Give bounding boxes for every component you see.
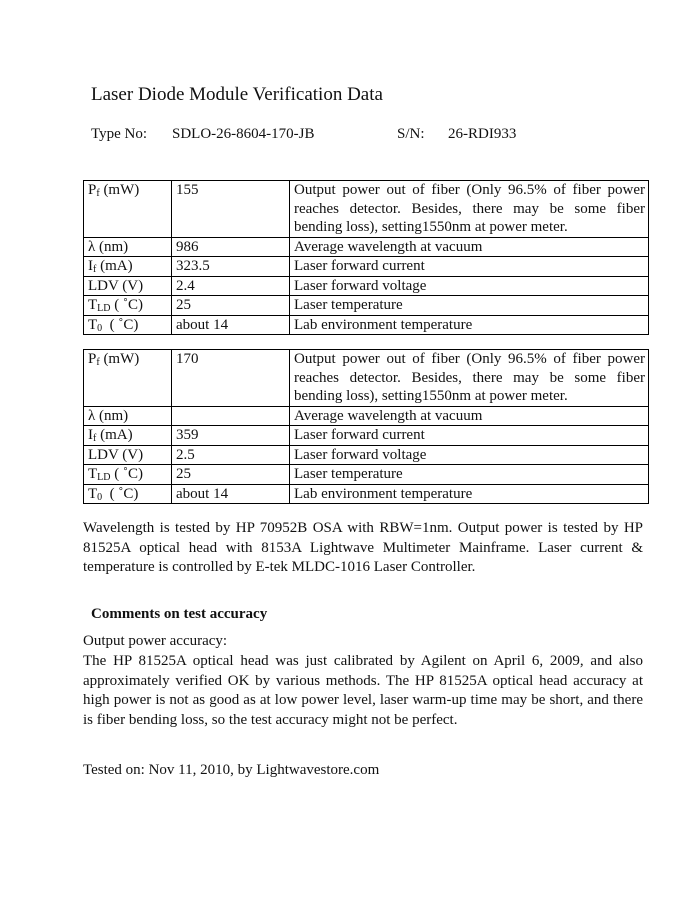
table-row (84, 484, 649, 504)
parameter-unit: (mA) (96, 427, 133, 443)
parameter-subscript: f (93, 264, 97, 275)
description-cell: Output power out of fiber (Only 96.5% of fiber power reaches detector. Besides, there may be some fiber bending loss), setting1550nm at power meter. (290, 350, 649, 407)
parameter-unit: (mA) (96, 258, 133, 274)
parameter-cell (84, 445, 172, 465)
description-cell: Output power out of fiber (Only 96.5% of fiber power reaches detector. Besides, there may be some fiber bending loss), setting1550nm at power meter. (290, 181, 649, 238)
description-cell: Laser forward voltage (290, 276, 649, 296)
parameter-cell (84, 257, 172, 277)
parameter-unit: (mW) (99, 351, 140, 367)
description-cell: Lab environment temperature (290, 315, 649, 335)
serial-label: S/N: (397, 126, 425, 142)
parameter-subscript: LD (97, 303, 111, 314)
parameter-cell (84, 181, 172, 238)
parameter-cell (84, 296, 172, 316)
table-row (84, 426, 649, 446)
parameter-symbol: I (88, 427, 93, 443)
value-cell: 170 (172, 350, 290, 407)
parameter-symbol: λ (nm) (88, 238, 129, 255)
table-row (84, 350, 649, 407)
test-setup-paragraph: Wavelength is tested by HP 70952B OSA with RBW=1nm. Output power is tested by HP 81525A optical head with 8153A Lightwave Multimeter Mainframe. Laser current & temperature is controlled by E-tek MLDC-1016 Laser Controller. (83, 520, 643, 575)
description-cell: Laser forward voltage (290, 445, 649, 465)
parameter-symbol: T (88, 466, 98, 482)
serial-value: 26-RDI933 (448, 126, 517, 142)
parameter-cell (84, 350, 172, 407)
spec-table-1 (83, 180, 649, 335)
parameter-cell (84, 406, 172, 426)
table-row (84, 465, 649, 485)
description-cell: Laser forward current (290, 257, 649, 277)
table-row (84, 445, 649, 465)
parameter-unit: ( ˚C) (110, 466, 144, 482)
parameter-unit: ( ˚C) (102, 485, 139, 502)
accuracy-subheading: Output power accuracy: (83, 633, 228, 649)
type-value: SDLO-26-8604-170-JB (172, 126, 315, 142)
parameter-subscript: 0 (97, 491, 103, 503)
description-cell: Laser temperature (290, 296, 649, 316)
parameter-symbol: T (88, 485, 98, 502)
parameter-symbol: T (88, 316, 98, 333)
value-cell: about 14 (172, 484, 290, 504)
value-cell: 2.4 (172, 276, 290, 296)
parameter-symbol: LDV (V) (88, 277, 144, 294)
parameter-cell (84, 484, 172, 504)
table-row (84, 237, 649, 257)
description-cell: Average wavelength at vacuum (290, 406, 649, 426)
parameter-subscript: f (96, 357, 100, 368)
accuracy-paragraph: The HP 81525A optical head was just calibrated by Agilent on April 6, 2009, and also approximately verified OK by various methods. The HP 81525A optical head accuracy at high power is not as good as at low power level, laser warm-up time may be short, and there is fiber bending loss, so the test accuracy might not be perfect. (83, 653, 643, 728)
value-cell: 155 (172, 181, 290, 238)
parameter-subscript: 0 (97, 322, 103, 334)
parameter-unit: ( ˚C) (102, 316, 139, 333)
parameter-symbol: LDV (V) (88, 446, 144, 463)
table-row (84, 296, 649, 316)
comments-heading: Comments on test accuracy (91, 606, 268, 622)
value-cell: 25 (172, 296, 290, 316)
description-cell: Average wavelength at vacuum (290, 237, 649, 257)
parameter-cell (84, 315, 172, 335)
value-cell: 986 (172, 237, 290, 257)
parameter-symbol: P (88, 351, 97, 367)
value-cell: 359 (172, 426, 290, 446)
parameter-symbol: P (88, 182, 97, 198)
value-cell: 25 (172, 465, 290, 485)
value-cell: 323.5 (172, 257, 290, 277)
spec-table-2 (83, 349, 649, 504)
parameter-symbol: λ (nm) (88, 407, 129, 424)
parameter-subscript: f (93, 433, 97, 444)
parameter-subscript: LD (97, 472, 111, 483)
type-label: Type No: (91, 126, 148, 142)
table-row (84, 257, 649, 277)
description-cell: Lab environment temperature (290, 484, 649, 504)
parameter-symbol: I (88, 258, 93, 274)
table-row (84, 181, 649, 238)
parameter-cell (84, 465, 172, 485)
parameter-unit: (mW) (99, 182, 140, 198)
value-cell: 2.5 (172, 445, 290, 465)
parameter-symbol: T (88, 297, 98, 313)
document-title: Laser Diode Module Verification Data (91, 84, 383, 105)
parameter-cell (84, 237, 172, 257)
table-row (84, 406, 649, 426)
description-cell: Laser temperature (290, 465, 649, 485)
description-cell: Laser forward current (290, 426, 649, 446)
tested-on-line: Tested on: Nov 11, 2010, by Lightwavestore.com (83, 762, 380, 778)
value-cell (172, 406, 290, 426)
table-row (84, 276, 649, 296)
value-cell: about 14 (172, 315, 290, 335)
parameter-subscript: f (96, 188, 100, 199)
parameter-cell (84, 426, 172, 446)
table-row (84, 315, 649, 335)
parameter-cell (84, 276, 172, 296)
parameter-unit: ( ˚C) (110, 297, 144, 313)
